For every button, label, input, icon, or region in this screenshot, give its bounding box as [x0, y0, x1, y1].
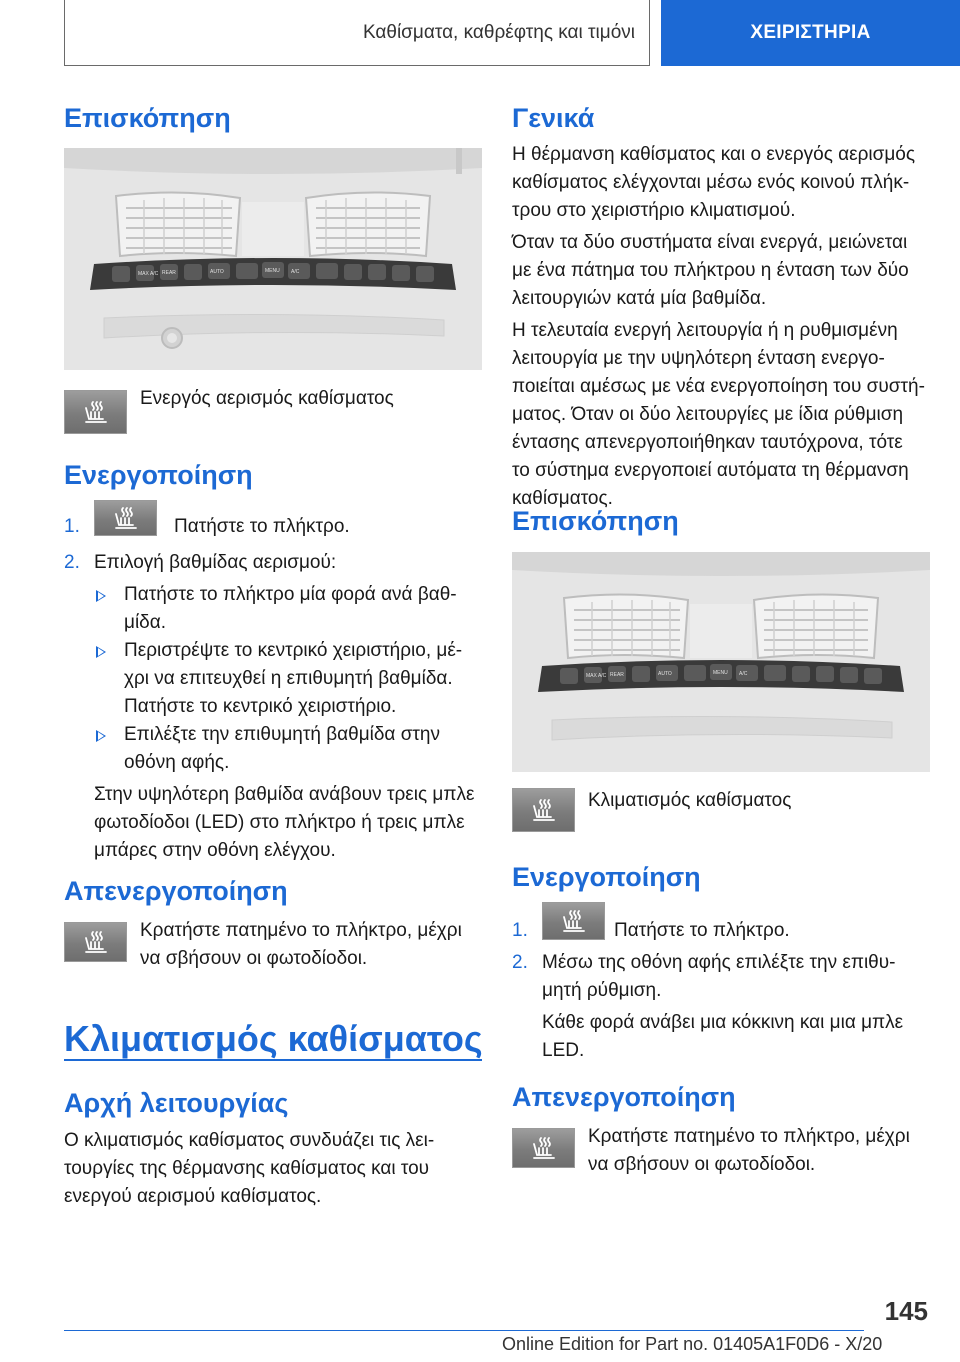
overview-heading: Επισκόπηση	[64, 103, 231, 133]
activation-heading: Ενεργοποίηση	[512, 862, 701, 892]
step-number: 1.	[64, 516, 80, 537]
principle-text: ενεργού αερισμού καθίσματος.	[64, 1186, 322, 1207]
seat-climate-button-icon	[542, 902, 605, 940]
principle-text: τουργίες της θέρμανσης καθίσματος και του	[64, 1158, 430, 1179]
panel-label-auto: AUTO	[658, 671, 672, 677]
deactivation-text: Κρατήστε πατημένο το πλήκτρο, μέχρι	[588, 1126, 910, 1147]
page-header	[0, 0, 960, 66]
bullet-arrow-icon	[96, 646, 106, 658]
bullet-text: οθόνη αφής.	[124, 752, 230, 773]
seat-ventilation-icon	[81, 398, 111, 426]
general-text: Η θέρμανση καθίσματος και ο ενεργός αερισμός	[512, 144, 916, 165]
step-number: 2.	[64, 552, 80, 573]
panel-label-max-ac: MAX A/C	[586, 673, 607, 679]
panel-label-max-ac: MAX A/C	[138, 271, 159, 277]
activation-heading: Ενεργοποίηση	[64, 460, 253, 490]
general-text: λειτουργία με την υψηλότερη ένταση ενεργο-	[512, 348, 885, 369]
general-text: έντασης απενεργοποιήθηκαν ταυτόχρονα, τότε	[512, 432, 903, 453]
bullet-arrow-icon	[96, 590, 106, 602]
page-number: 145	[884, 1296, 928, 1326]
general-text: καθίσματος.	[512, 488, 613, 509]
step-text: Επιλογή βαθμίδας αερισμού:	[94, 552, 337, 573]
overview-heading: Επισκόπηση	[512, 506, 679, 536]
deactivation-text: Κρατήστε πατημένο το πλήκτρο, μέχρι	[140, 920, 462, 941]
panel-label-rear: REAR	[610, 672, 624, 678]
panel-label-ac: A/C	[291, 269, 300, 275]
climate-panel-photo	[64, 148, 482, 370]
climate-panel-drawing	[64, 148, 482, 370]
seat-ventilation-button-icon	[64, 390, 127, 434]
footer-rule	[64, 1330, 864, 1331]
general-text: το σύστημα ενεργοποιεί αυτόματα τη θέρμανση	[512, 460, 909, 481]
step-number: 2.	[512, 952, 528, 973]
deactivation-text: να σβήσουν οι φωτοδίοδοι.	[140, 948, 368, 969]
panel-label-menu: MENU	[265, 268, 280, 274]
step-text: Πατήστε το πλήκτρο.	[614, 920, 790, 941]
bullet-arrow-icon	[96, 730, 106, 742]
principle-heading: Αρχή λειτουργίας	[64, 1088, 289, 1118]
step-text: μητή ρύθμιση.	[542, 980, 662, 1001]
seat-climate-button-icon	[512, 788, 575, 832]
bullet-text: Περιστρέψτε το κεντρικό χειριστήριο, μέ-	[124, 640, 463, 661]
bullet-text: χρι να επιτευχθεί η επιθυμητή βαθμίδα.	[124, 668, 453, 689]
step-note: Κάθε φορά ανάβει μια κόκκινη και μια μπλε	[542, 1012, 904, 1033]
seat-climate-icon	[529, 1134, 559, 1162]
principle-text: Ο κλιματισμός καθίσματος συνδυάζει τις λει-	[64, 1130, 435, 1151]
step-number: 1.	[512, 920, 528, 941]
icon-caption-ventilation: Ενεργός αερισμός καθίσματος	[140, 388, 394, 409]
seat-climate-button-icon	[512, 1128, 575, 1168]
note-text: μπάρες στην οθόνη ελέγχου.	[94, 840, 336, 861]
bullet-text: μίδα.	[124, 612, 167, 633]
note-text: Στην υψηλότερη βαθμίδα ανάβουν τρεις μπλε	[94, 784, 475, 805]
deactivation-heading: Απενεργοποίηση	[64, 876, 288, 906]
climate-panel-drawing	[512, 552, 930, 772]
panel-label-auto: AUTO	[210, 269, 224, 275]
general-text: ποιείται αμέσως με νέα ενεργοποίηση του συστή-	[512, 376, 925, 397]
bullet-text: Πατήστε το κεντρικό χειριστήριο.	[124, 696, 397, 717]
general-text: καθίσματος ελέγχονται μέσω ενός κοινού πλήκ-	[512, 172, 910, 193]
step-note: LED.	[542, 1040, 585, 1061]
seat-ventilation-icon	[81, 928, 111, 956]
panel-label-ac: A/C	[739, 671, 748, 677]
note-text: φωτοδίοδοι (LED) στο πλήκτρο ή τρεις μπλε	[94, 812, 465, 833]
general-text: ματος. Όταν οι δύο λειτουργίες με ίδια ρύθμιση	[512, 404, 904, 425]
seat-climate-icon	[529, 796, 559, 824]
general-text: Η τελευταία ενεργή λειτουργία ή η ρυθμισμένη	[512, 320, 898, 341]
chapter-title: Καθίσματα, καθρέφτης και τιμόνι	[64, 0, 650, 66]
seat-ventilation-button-icon	[94, 500, 157, 536]
seat-climate-icon	[559, 907, 589, 935]
general-text: με ένα πάτημα του πλήκτρου η ένταση των δύο	[512, 260, 909, 281]
general-text: τρου στο χειριστήριο κλιματισμού.	[512, 200, 796, 221]
panel-label-menu: MENU	[713, 670, 728, 676]
seat-ventilation-button-icon	[64, 922, 127, 962]
icon-caption-climate: Κλιματισμός καθίσματος	[588, 790, 792, 811]
seat-ventilation-icon	[111, 504, 141, 532]
footer-edition: Online Edition for Part no. 01405A1F0D6 - X/20	[502, 1334, 883, 1354]
bullet-text: Επιλέξτε την επιθυμητή βαθμίδα στην	[124, 724, 440, 745]
section-tab: ΧΕΙΡΙΣΤΗΡΙΑ	[661, 0, 960, 66]
deactivation-heading: Απενεργοποίηση	[512, 1082, 736, 1112]
general-text: λειτουργιών κατά μία βαθμίδα.	[512, 288, 767, 309]
deactivation-text: να σβήσουν οι φωτοδίοδοι.	[588, 1154, 816, 1175]
general-heading: Γενικά	[512, 103, 595, 133]
chapter-heading: Κλιματισμός καθίσματος	[64, 1018, 483, 1059]
general-text: Όταν τα δύο συστήματα είναι ενεργά, μειώνεται	[512, 232, 908, 253]
step-text: Πατήστε το πλήκτρο.	[174, 516, 350, 537]
bullet-text: Πατήστε το πλήκτρο μία φορά ανά βαθ-	[124, 584, 457, 605]
step-text: Μέσω της οθόνη αφής επιλέξτε την επιθυ-	[542, 952, 896, 973]
climate-panel-photo	[512, 552, 930, 772]
panel-label-rear: REAR	[162, 270, 176, 276]
chapter-heading-rule	[64, 1059, 482, 1061]
